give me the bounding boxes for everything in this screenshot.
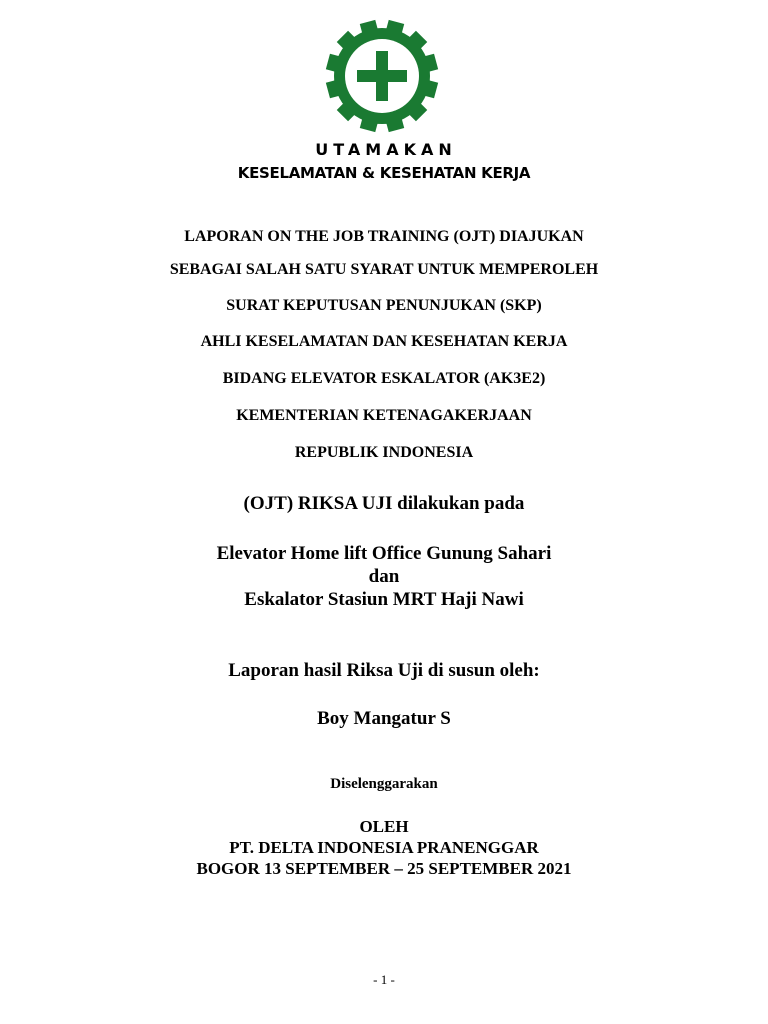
report-by-label: Laporan hasil Riksa Uji di susun oleh: [228, 660, 540, 681]
title-line-3: SURAT KEPUTUSAN PENUNJUKAN (SKP) [226, 297, 542, 314]
title-line-1: LAPORAN ON THE JOB TRAINING (OJT) DIAJUKAN [184, 228, 584, 245]
report-author: Boy Mangatur S [317, 708, 451, 729]
title-line-4: AHLI KESELAMATAN DAN KESEHATAN KERJA [200, 333, 568, 350]
title-line-6: KEMENTERIAN KETENAGAKERJAAN [236, 407, 532, 424]
ojt-location-1: Elevator Home lift Office Gunung Sahari [216, 543, 552, 564]
ojt-conjunction: dan [368, 566, 400, 587]
page-number: - 1 - [373, 972, 395, 987]
k3-gear-cross-icon [324, 18, 440, 134]
ojt-heading: (OJT) RIKSA UJI dilakukan pada [243, 493, 525, 514]
brand-slogan-bottom: KESELAMATAN & KESEHATAN KERJA [237, 164, 531, 182]
organizer-company: PT. DELTA INDONESIA PRANENGGAR [229, 838, 539, 857]
organizer-by: OLEH [359, 817, 409, 836]
title-line-7: REPUBLIK INDONESIA [294, 444, 474, 461]
brand-slogan-top: UTAMAKAN [315, 140, 457, 159]
k3-logo [324, 18, 440, 134]
title-line-2: SEBAGAI SALAH SATU SYARAT UNTUK MEMPEROLEH [169, 261, 599, 278]
ojt-location-2: Eskalator Stasiun MRT Haji Nawi [244, 589, 524, 610]
organizer-place-date: BOGOR 13 SEPTEMBER – 25 SEPTEMBER 2021 [196, 859, 572, 878]
organizer-label: Diselenggarakan [330, 776, 438, 792]
title-line-5: BIDANG ELEVATOR ESKALATOR (AK3E2) [222, 370, 546, 387]
